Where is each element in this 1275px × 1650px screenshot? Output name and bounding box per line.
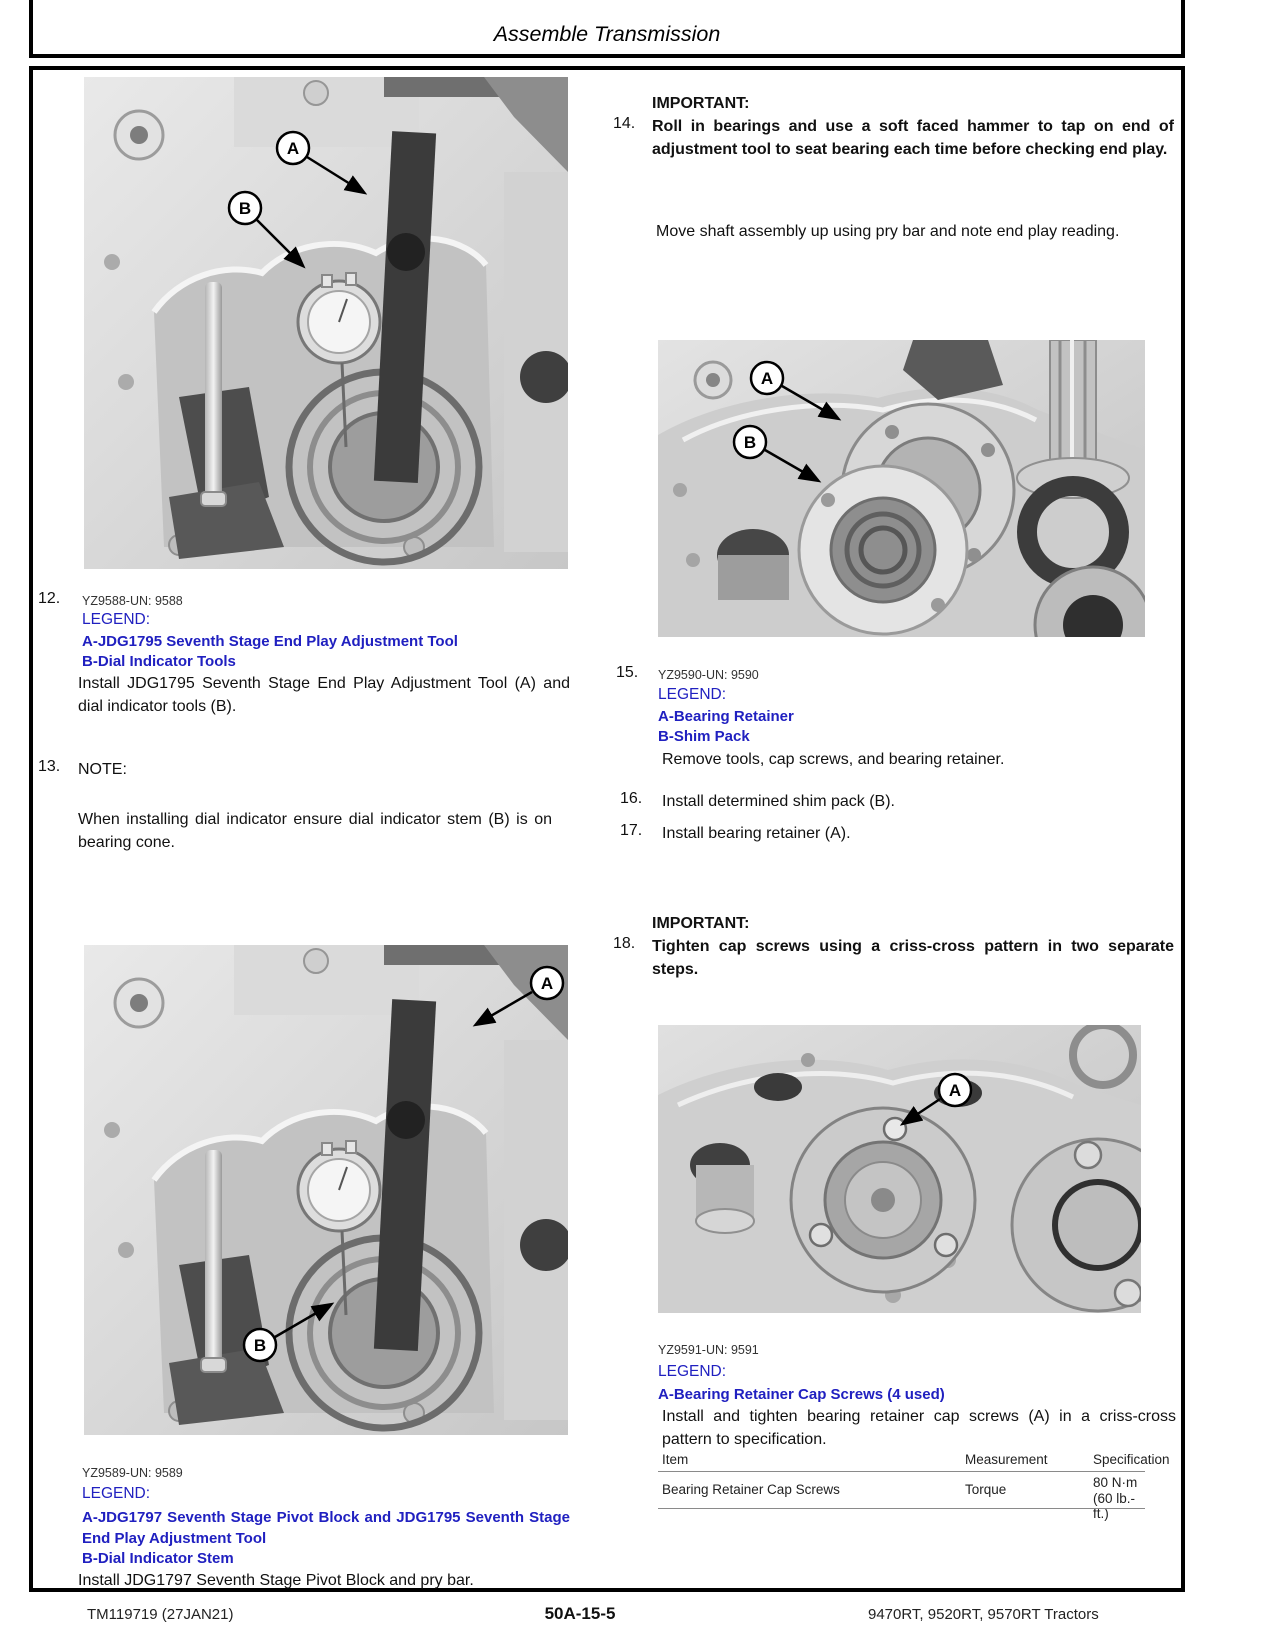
spec-table-header-specification: Specification xyxy=(1093,1452,1170,1467)
table-rule xyxy=(658,1508,1145,1509)
step-17-number: 17. xyxy=(620,822,643,839)
important-heading: IMPORTANT: xyxy=(652,915,750,932)
callout-a-label: A xyxy=(948,1081,962,1100)
step-16-number: 16. xyxy=(620,790,643,807)
legend-title: LEGEND: xyxy=(82,611,151,628)
step-18-text: Tighten cap screws using a criss-cross pattern in two separate steps. xyxy=(652,938,1174,978)
step-13-number: 13. xyxy=(38,758,61,775)
footer-models: 9470RT, 9520RT, 9570RT Tractors xyxy=(868,1606,1099,1623)
step-12-number: 12. xyxy=(38,590,61,607)
table-rule xyxy=(658,1471,1145,1472)
legend-item-a: A-JDG1795 Seventh Stage End Play Adjustment Tool xyxy=(82,633,458,650)
legend-title: LEGEND: xyxy=(658,1363,727,1380)
spec-table-cell-measurement: Torque xyxy=(965,1482,1007,1497)
legend-title: LEGEND: xyxy=(82,1485,151,1502)
footer-page-number: 50A-15-5 xyxy=(544,1604,616,1623)
callout-b-label: B xyxy=(743,433,757,452)
legend-item-a: A-Bearing Retainer xyxy=(658,708,794,725)
figure-yz9588-photo xyxy=(84,77,568,569)
step-17-text: Install bearing retainer (A). xyxy=(662,825,851,842)
paragraph-14: Move shaft assembly up using pry bar and note end play reading. xyxy=(656,223,1120,240)
legend-item-b: B-Shim Pack xyxy=(658,728,750,745)
figure-code-yz9591: YZ9591-UN: 9591 xyxy=(658,1343,759,1357)
note-text: When installing dial indicator ensure dial indicator stem (B) is on bearing cone. xyxy=(78,811,552,851)
callout-b-label: B xyxy=(253,1336,267,1355)
figure-yz9589-photo xyxy=(84,945,568,1435)
note-heading: NOTE: xyxy=(78,761,127,778)
footer-document-id: TM119719 (27JAN21) xyxy=(87,1606,234,1623)
legend-item-a: A-Bearing Retainer Cap Screws (4 used) xyxy=(658,1386,945,1403)
figure-code-yz9589: YZ9589-UN: 9589 xyxy=(82,1466,183,1480)
step-16-text: Install determined shim pack (B). xyxy=(662,793,895,810)
title-box xyxy=(29,0,1185,58)
step-14-text: Roll in bearings and use a soft faced hammer to tap on end of adjustment tool to seat bearing each time before checking end play. xyxy=(652,118,1174,158)
callout-a-label: A xyxy=(760,369,774,388)
important-heading: IMPORTANT: xyxy=(652,95,750,112)
figure-yz9591-photo xyxy=(658,1025,1141,1313)
transmission-case-photo-1 xyxy=(84,77,568,569)
legend-item-b: B-Dial Indicator Tools xyxy=(82,653,236,670)
figure-code-yz9590: YZ9590-UN: 9590 xyxy=(658,668,759,682)
step-15-caption: Remove tools, cap screws, and bearing retainer. xyxy=(662,751,1005,768)
callout-a-label: A xyxy=(286,139,300,158)
callout-b-label: B xyxy=(238,199,252,218)
legend-item-a: A-JDG1797 Seventh Stage Pivot Block and JDG1795 Seventh Stage End Play Adjustment Tool xyxy=(82,1509,570,1547)
legend-title: LEGEND: xyxy=(658,686,727,703)
figure-yz9590-photo xyxy=(658,340,1145,637)
spec-table-cell-item: Bearing Retainer Cap Screws xyxy=(662,1482,840,1497)
spec-table-header-measurement: Measurement xyxy=(965,1452,1048,1467)
step-14-number: 14. xyxy=(613,115,636,132)
cap-screws-photo xyxy=(658,1025,1141,1313)
bearing-retainer-photo xyxy=(658,340,1145,637)
spec-table-cell-spec-line1: 80 N·m xyxy=(1093,1475,1138,1490)
spec-table-header-item: Item xyxy=(662,1452,689,1467)
step-18-number: 18. xyxy=(613,935,636,952)
legend-item-b: B-Dial Indicator Stem xyxy=(82,1550,234,1567)
spec-table-cell-spec-line2: (60 lb.-ft.) xyxy=(1093,1491,1136,1521)
page-title: Assemble Transmission xyxy=(493,22,721,46)
figure-code-yz9588: YZ9588-UN: 9588 xyxy=(82,594,183,608)
step-12-caption: Install JDG1795 Seventh Stage End Play Adjustment Tool (A) and dial indicator tools (B). xyxy=(78,675,570,715)
step-15-number: 15. xyxy=(616,664,639,681)
spec-table xyxy=(658,1450,1170,1521)
figure-9589-caption: Install JDG1797 Seventh Stage Pivot Block and pry bar. xyxy=(78,1572,474,1589)
figure-9591-caption: Install and tighten bearing retainer cap screws (A) in a criss-cross pattern to specification. xyxy=(662,1408,1176,1448)
content-box xyxy=(29,66,1185,1592)
callout-a-label: A xyxy=(540,974,554,993)
transmission-case-photo-2 xyxy=(84,945,568,1435)
